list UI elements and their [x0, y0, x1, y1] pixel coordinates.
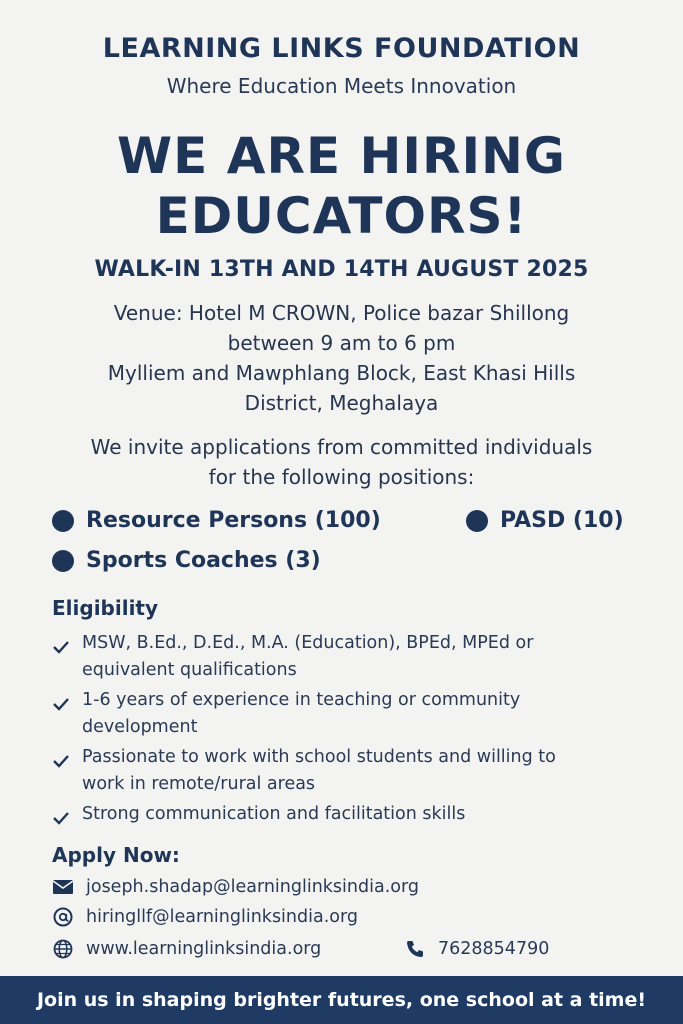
invite-text — [0, 432, 683, 492]
eligibility-item — [52, 630, 632, 684]
position-label: PASD (10) — [500, 508, 624, 533]
venue-line-2: between 9 am to 6 pm — [227, 331, 456, 355]
eligibility-item — [52, 801, 632, 834]
phone-number[interactable]: 7628854790 — [438, 939, 550, 959]
eligibility-text: Strong communication and facilitation skills — [82, 804, 466, 824]
contact-email-primary[interactable] — [52, 876, 419, 898]
globe-icon — [52, 938, 74, 960]
venue-line-3: Mylliem and Mawphlang Block, East Khasi Hills — [107, 361, 576, 385]
eligibility-text: development — [82, 717, 198, 737]
headline — [0, 126, 683, 246]
headline-line-1: WE ARE HIRING — [117, 127, 566, 185]
eligibility-text: work in remote/rural areas — [82, 774, 316, 794]
apply-title: Apply Now: — [52, 843, 180, 867]
venue-line-1: Venue: Hotel M CROWN, Police bazar Shillong — [113, 301, 570, 325]
email-link[interactable]: joseph.shadap@learninglinksindia.org — [86, 877, 419, 897]
at-icon — [52, 906, 74, 928]
mail-icon — [52, 876, 74, 898]
position-item — [52, 508, 381, 533]
venue-line-4: District, Meghalaya — [244, 391, 439, 415]
bullet-icon — [52, 550, 74, 572]
contact-email-secondary[interactable] — [52, 906, 358, 928]
eligibility-text: Passionate to work with school students and willing to — [82, 747, 556, 767]
eligibility-item — [52, 744, 632, 798]
headline-line-2: EDUCATORS! — [155, 187, 528, 245]
footer-text: Join us in shaping brighter futures, one school at a time! — [36, 989, 647, 1011]
venue-block — [0, 298, 683, 418]
check-icon — [52, 687, 76, 741]
walkin-dates: WALK-IN 13TH AND 14TH AUGUST 2025 — [94, 257, 589, 282]
eligibility-text: MSW, B.Ed., D.Ed., M.A. (Education), BPEd, MPEd or — [82, 633, 534, 653]
eligibility-list — [52, 630, 632, 837]
phone-icon — [404, 938, 426, 960]
contact-website[interactable] — [52, 938, 321, 960]
eligibility-text: 1-6 years of experience in teaching or community — [82, 690, 521, 710]
org-name: LEARNING LINKS FOUNDATION — [102, 33, 581, 64]
footer-banner — [0, 976, 683, 1024]
position-item — [52, 548, 321, 573]
eligibility-title: Eligibility — [52, 596, 159, 620]
eligibility-item — [52, 687, 632, 741]
contact-phone[interactable] — [404, 938, 549, 960]
position-item — [466, 508, 624, 533]
tagline: Where Education Meets Innovation — [166, 74, 517, 98]
email-link[interactable]: hiringllf@learninglinksindia.org — [86, 907, 358, 927]
eligibility-text: equivalent qualifications — [82, 660, 297, 680]
position-label: Sports Coaches (3) — [86, 548, 321, 573]
position-label: Resource Persons (100) — [86, 508, 381, 533]
check-icon — [52, 630, 76, 684]
website-link[interactable]: www.learninglinksindia.org — [86, 939, 322, 959]
check-icon — [52, 744, 76, 798]
bullet-icon — [52, 510, 74, 532]
invite-line-2: for the following positions: — [208, 465, 475, 489]
invite-line-1: We invite applications from committed individuals — [90, 435, 593, 459]
check-icon — [52, 801, 76, 834]
bullet-icon — [466, 510, 488, 532]
